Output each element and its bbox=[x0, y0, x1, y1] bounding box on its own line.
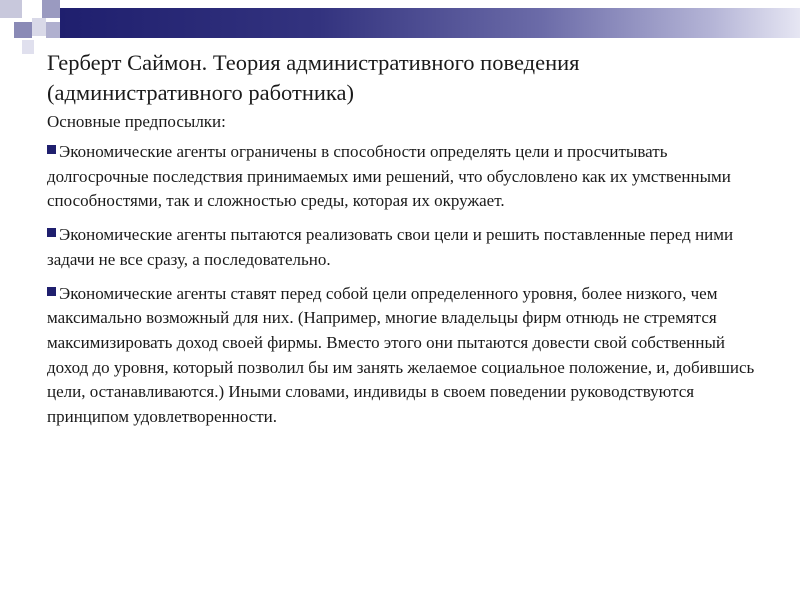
decor-square bbox=[0, 18, 14, 48]
bullet-text: Экономические агенты ставят перед собой цели определенного уровня, более низкого, чем максимально возможный для них. (Например, многие владельцы фирм отнюдь не стремятся максимизировать доход своей фирмы. Вместо этого они пытаются довести свой собственный доход до уровня, который позволил бы им занять желаемое социальное положение, и, добившись цели, останавливаются.) Иными словами, индивиды в своем поведении руководствуются принципом удовлетворенности. bbox=[47, 283, 755, 427]
square-bullet-icon bbox=[47, 287, 56, 296]
intro-text: Основные предпосылки: bbox=[47, 112, 226, 131]
bullet-text: Экономические агенты ограничены в способности определять цели и просчитывать долгосрочные последствия принимаемых ими решений, что обусловлено как их умственными способностями, так и сложностью среды, которая их окружает. bbox=[47, 142, 731, 211]
bullet-text: Экономические агенты пытаются реализовать свои цели и решить поставленные перед ними задачи не все сразу, а последовательно. bbox=[47, 225, 734, 269]
decor-square bbox=[0, 0, 22, 18]
decor-square bbox=[22, 40, 34, 54]
bullet-list bbox=[47, 140, 767, 439]
decor-square bbox=[14, 22, 32, 38]
bullet-item bbox=[47, 140, 767, 214]
bullet-item bbox=[47, 223, 767, 272]
header-gradient-bar bbox=[60, 8, 800, 38]
decor-square bbox=[46, 22, 60, 38]
slide-title: Герберт Саймон. Теория административного поведения (административного работника) bbox=[47, 50, 580, 105]
decor-square bbox=[32, 18, 46, 36]
square-bullet-icon bbox=[47, 228, 56, 237]
square-bullet-icon bbox=[47, 145, 56, 154]
decor-square bbox=[42, 0, 60, 18]
decor-square bbox=[22, 0, 42, 18]
bullet-item bbox=[47, 282, 767, 430]
